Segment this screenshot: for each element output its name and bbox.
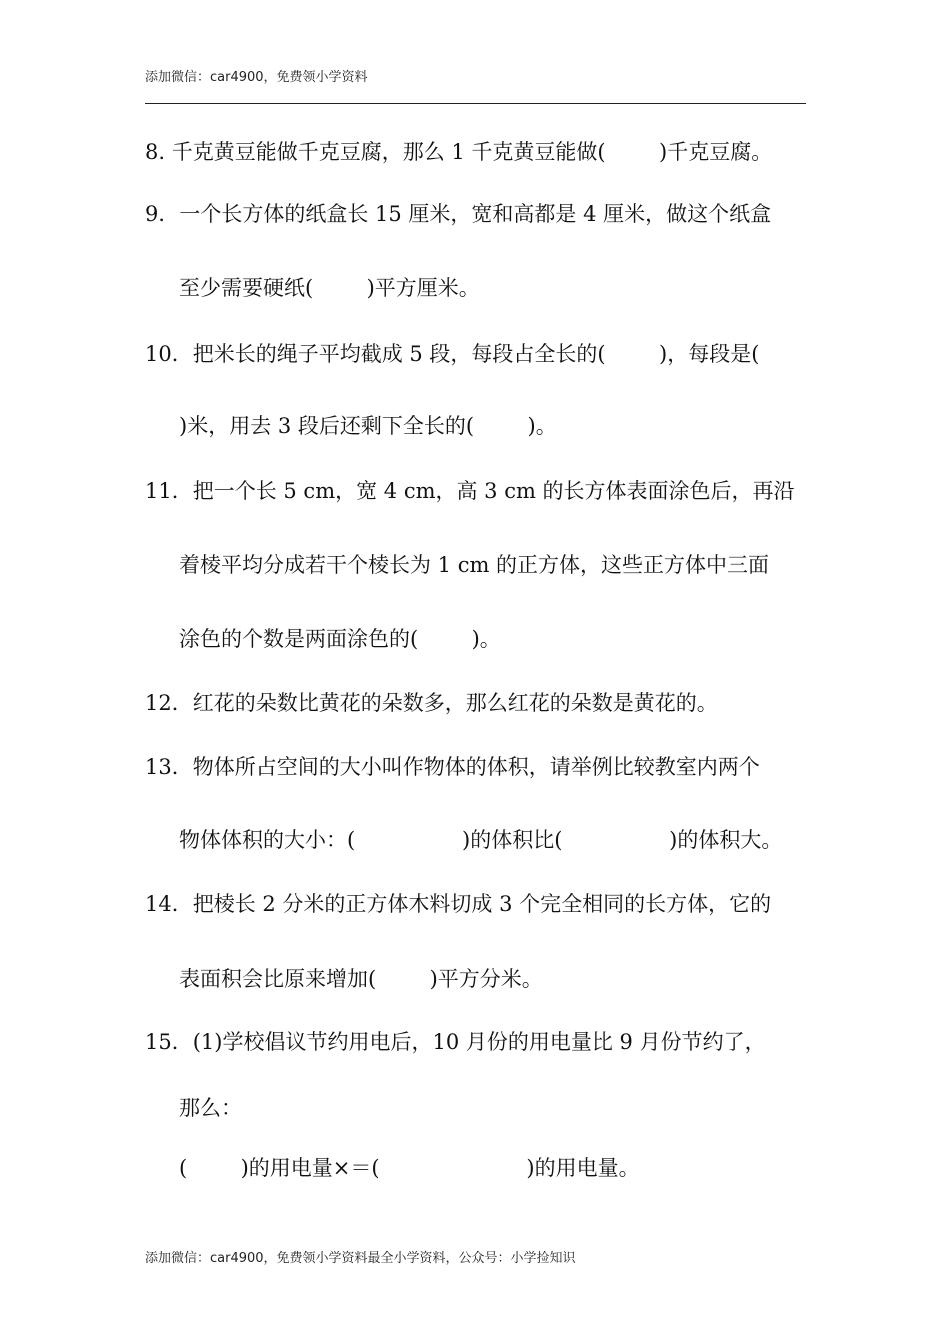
question-8-line-1: 8. 千克黄豆能做千克豆腐，那么 1 千克黄豆能做( )千克豆腐。 <box>145 140 773 164</box>
question-11-line-1: 11．把一个长 5 cm，宽 4 cm，高 3 cm 的长方体表面涂色后，再沿 <box>145 479 795 503</box>
question-9-line-2: 至少需要硬纸( )平方厘米。 <box>179 276 480 300</box>
question-12-line-1: 12．红花的朵数比黄花的朵数多，那么红花的朵数是黄花的。 <box>145 691 718 715</box>
question-14-line-1: 14．把棱长 2 分米的正方体木料切成 3 个完全相同的长方体，它的 <box>145 892 772 916</box>
question-11-line-2: 着棱平均分成若干个棱长为 1 cm 的正方体，这些正方体中三面 <box>179 553 770 577</box>
question-10-line-1: 10．把米长的绳子平均截成 5 段，每段占全长的( )，每段是( <box>145 342 760 366</box>
question-10-line-2: )米，用去 3 段后还剩下全长的( )。 <box>179 414 557 438</box>
header-divider <box>145 103 806 104</box>
question-15-line-3: ( )的用电量×＝( )的用电量。 <box>179 1156 640 1180</box>
question-9-line-1: 9．一个长方体的纸盒长 15 厘米，宽和高都是 4 厘米，做这个纸盒 <box>145 202 772 226</box>
question-15-line-2: 那么： <box>179 1096 242 1120</box>
question-14-line-2: 表面积会比原来增加( )平方分米。 <box>179 967 543 991</box>
page-header: 添加微信：car4900，免费领小学资料 <box>145 70 368 85</box>
question-13-line-2: 物体体积的大小：( )的体积比( )的体积大。 <box>179 828 783 852</box>
question-15-line-1: 15．(1)学校倡议节约用电后，10 月份的用电量比 9 月份节约了， <box>145 1030 766 1054</box>
page-footer: 添加微信：car4900，免费领小学资料最全小学资料，公众号：小学捡知识 <box>145 1251 576 1266</box>
question-13-line-1: 13．物体所占空间的大小叫作物体的体积，请举例比较教室内两个 <box>145 755 760 779</box>
question-11-line-3: 涂色的个数是两面涂色的( )。 <box>179 627 501 651</box>
